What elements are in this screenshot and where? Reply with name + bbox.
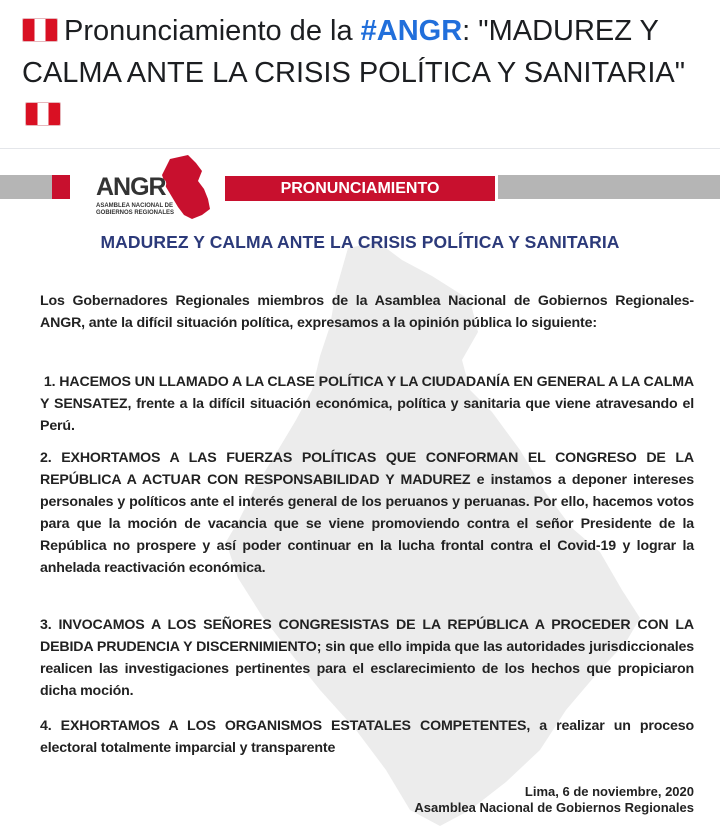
point-3 [40,614,694,702]
header-red-square [52,175,70,199]
intro-paragraph: Los Gobernadores Regionales miembros de la Asamblea Nacional de Gobiernos Regionales- ANGR, ante la difícil situación política, expresamos a la opinión pública lo siguiente: [40,293,694,331]
point-4-emphasis: 4. EXHORTAMOS A LOS ORGANISMOS ESTATALES COMPETENTES [40,718,527,734]
point-1-text: , frente a la difícil situación económica, política y sanitaria que viene atravesando el Perú. [40,396,695,434]
caption-text-start: Pronunciamiento de la [64,15,361,47]
point-2-emphasis: 2. EXHORTAMOS A LAS FUERZAS POLÍTICAS QUE CONFORMAN EL CONGRESO DE LA REPÚBLICA A ACTUAR CON RESPONSABILIDAD Y MADUREZ [40,450,694,488]
caption-text-end: : "MADUREZ Y CALMA ANTE LA CRISIS POLÍTICA Y SANITARIA" [22,15,686,89]
point-2-text: e instamos a deponer intereses personales y políticos ante el interés general de los peruanos y peruanas. Por ello, hacemos votos para que la moción de vacancia que se viene promoviendo contra el señor Presidente de la República no prospere y así poder continuar en la lucha frontal contra el Covid-19 y lograr la anhelada reactivación económica. [40,472,694,576]
divider [0,148,720,149]
peru-flag-icon [22,18,58,42]
logo-subtitle: ASAMBLEA NACIONAL DE GOBIERNOS REGIONALES [96,203,175,216]
pronunciamiento-banner: PRONUNCIAMIENTO [225,176,495,201]
point-4 [40,715,694,759]
post-caption [22,10,702,136]
peru-flag-icon [25,102,61,126]
attached-document-image[interactable] [0,150,720,838]
point-3-text: ; sin que ello impida que las autoridades jurisdiccionales realicen las investigaciones pertinentes para el esclarecimiento de los hechos que propiciaron dicha moción. [40,639,694,699]
point-4-text: , a realizar un proceso electoral totalmente imparcial y transparente [40,718,694,756]
point-1-emphasis: 1. HACEMOS UN LLAMADO A LA CLASE POLÍTICA Y LA CIUDADANÍA EN GENERAL A LA CALMA Y SENSATEZ [40,374,694,412]
signature-organization: Asamblea Nacional de Gobiernos Regionales [414,800,694,815]
hashtag-link[interactable]: #ANGR [360,15,463,47]
point-2 [40,447,694,579]
signature-date: Lima, 6 de noviembre, 2020 [524,784,694,799]
header-band-right [498,175,720,199]
header-band-left [0,175,52,199]
point-3-emphasis: 3. INVOCAMOS A LOS SEÑORES CONGRESISTAS DE LA REPÚBLICA A PROCEDER CON LA DEBIDA PRUDENCIA Y DISCERNIMIENTO [40,617,694,655]
logo-wordmark: ANGR [96,173,166,201]
document-title: MADUREZ Y CALMA ANTE LA CRISIS POLÍTICA Y SANITARIA [100,232,620,252]
point-1 [40,371,694,437]
